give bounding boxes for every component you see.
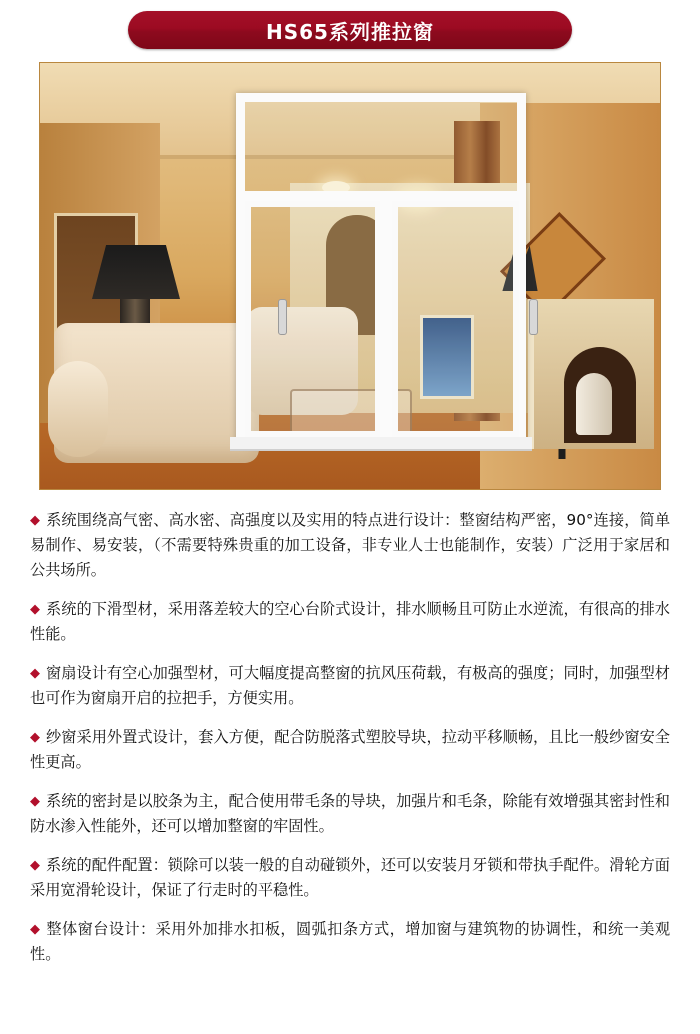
window-handle-right bbox=[529, 299, 538, 335]
feature-paragraph bbox=[30, 508, 670, 583]
feature-paragraph bbox=[30, 661, 670, 711]
page-title: HS65系列推拉窗 bbox=[266, 19, 434, 44]
bullet-icon: ◆ bbox=[30, 730, 41, 745]
window-handle-left bbox=[278, 299, 287, 335]
window-sash-left bbox=[245, 201, 381, 437]
feature-paragraph bbox=[30, 789, 670, 839]
feature-paragraph bbox=[30, 853, 670, 903]
window-sash-right bbox=[392, 201, 519, 437]
table-lamp-shade bbox=[92, 245, 180, 299]
feature-paragraph bbox=[30, 597, 670, 647]
bullet-icon: ◆ bbox=[30, 666, 41, 681]
feature-list bbox=[30, 508, 670, 967]
feature-text: 系统围绕高气密、高水密、高强度以及实用的特点进行设计：整窗结构严密，90°连接，简单易制作、易安装，（不需要特殊贵重的加工设备，非专业人士也能制作，安装）广泛用于家居和公共场所。 bbox=[30, 511, 671, 579]
feature-text: 窗扇设计有空心加强型材，可大幅度提高整窗的抗风压荷载，有极高的强度；同时，加强型材也可作为窗扇开启的拉把手，方便实用。 bbox=[30, 664, 670, 707]
feature-text: 系统的密封是以胶条为主，配合使用带毛条的导块，加强片和毛条，除能有效增强其密封性和防水渗入性能外，还可以增加整窗的牢固性。 bbox=[30, 792, 670, 835]
feature-text: 纱窗采用外置式设计，套入方便，配合防脱落式塑胶导块，拉动平移顺畅，且比一般纱窗安全性更高。 bbox=[30, 728, 670, 771]
bullet-icon: ◆ bbox=[30, 513, 41, 528]
feature-paragraph bbox=[30, 917, 670, 967]
sofa-armrest bbox=[48, 361, 108, 457]
feature-text: 系统的下滑型材，采用落差较大的空心台阶式设计，排水顺畅且可防止水逆流，有很高的排水性能。 bbox=[30, 600, 670, 643]
window-sill bbox=[230, 437, 532, 451]
bullet-icon: ◆ bbox=[30, 858, 41, 873]
title-banner-container bbox=[0, 0, 700, 49]
feature-text: 系统的配件配置：锁除可以装一般的自动碰锁外，还可以安装月牙锁和带执手配件。滑轮方面采用宽滑轮设计，保证了行走时的平稳性。 bbox=[30, 856, 670, 899]
product-photo bbox=[39, 62, 661, 490]
title-banner bbox=[128, 11, 572, 49]
window-top-rail bbox=[236, 191, 526, 201]
window-mullion bbox=[380, 201, 392, 445]
product-photo-container bbox=[0, 62, 700, 490]
bullet-icon: ◆ bbox=[30, 602, 41, 617]
bullet-icon: ◆ bbox=[30, 794, 41, 809]
feature-text: 整体窗台设计：采用外加排水扣板，圆弧扣条方式，增加窗与建筑物的协调性，和统一美观性。 bbox=[30, 920, 671, 963]
bust-statue bbox=[576, 373, 612, 435]
feature-paragraph bbox=[30, 725, 670, 775]
bullet-icon: ◆ bbox=[30, 922, 41, 937]
